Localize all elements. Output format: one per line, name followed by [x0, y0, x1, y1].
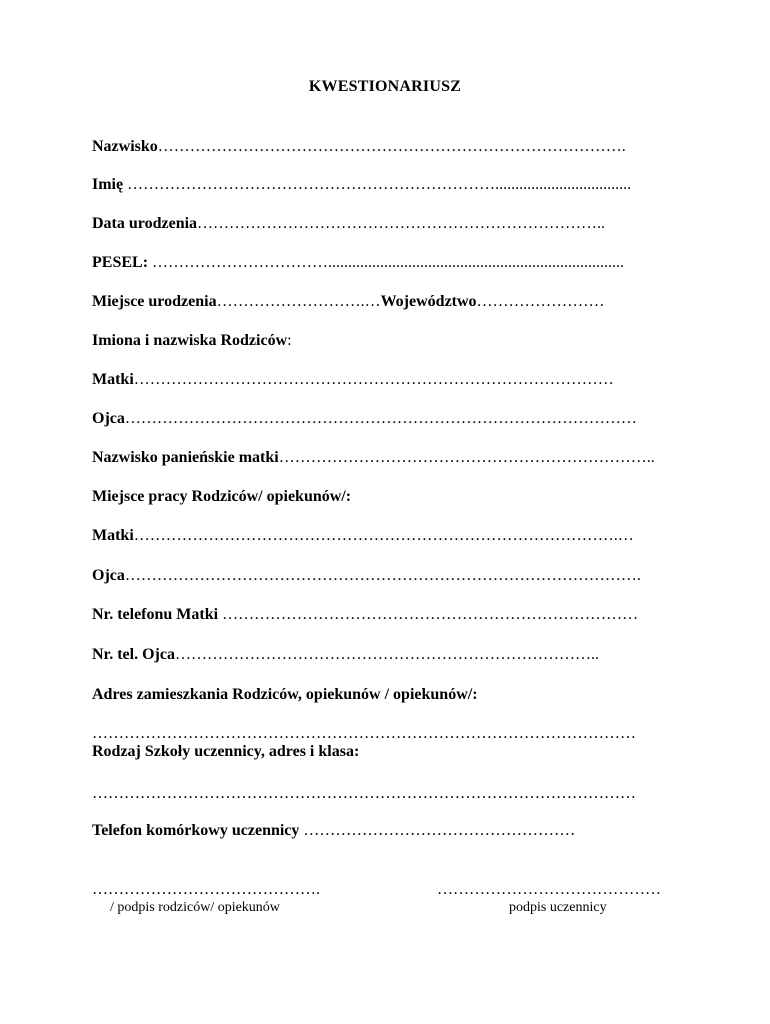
section-heading: Miejsce pracy Rodziców/ opiekunów/:: [92, 488, 352, 505]
field-nr-tel-ojca: [92, 645, 599, 665]
field-ojca-imie: [92, 409, 637, 429]
field-matki-praca: [92, 526, 634, 546]
fill-dots: ……………………………………………………………..: [278, 449, 655, 466]
section-miejsce-pracy: [92, 487, 351, 507]
section-heading: Imiona i nazwiska Rodziców: [92, 332, 288, 349]
fill-dots: ……………………………………………………………………………………: [124, 410, 637, 427]
field-nr-tel-matki: [92, 605, 638, 625]
fill-dots: …………………………………………………………………………………….: [124, 567, 641, 584]
fill-dots: ……………………………………………………………………..: [174, 646, 599, 663]
fill-dots: ……………………………………………………………..................................: [123, 176, 632, 193]
section-adres: [92, 685, 478, 705]
field-label: Ojca: [92, 410, 125, 427]
field-nazwisko: [92, 137, 626, 157]
field-label: Nazwisko: [92, 138, 158, 155]
fill-dots: …………………………………………………………………………………………: [92, 725, 636, 742]
signature-parents-line: …………………………………….: [92, 881, 320, 898]
field-data-urodzenia: [92, 214, 605, 234]
field-label: Nr. tel. Ojca: [92, 646, 175, 663]
field-label-wojewodztwo: Województwo: [380, 293, 477, 310]
field-matki-imie: [92, 370, 614, 390]
field-nazwisko-panienskie: [92, 448, 655, 468]
fill-dots: ……………………………………………………………………………….…: [133, 527, 634, 544]
field-telefon-uczennicy: [92, 821, 575, 841]
page-title: KWESTIONARIUSZ: [308, 78, 462, 95]
field-label: Imię: [92, 176, 124, 193]
signature-student-caption: podpis uczennicy: [509, 900, 607, 915]
field-label: Matki: [92, 371, 134, 388]
fill-dots: ……………………………………………: [299, 822, 576, 839]
signature-student-line: ……………………………………: [437, 881, 661, 898]
section-heading: Adres zamieszkania Rodziców, opiekunów / opiekunów/:: [92, 686, 478, 703]
fill-dots: ……………………………..........................................................................: [148, 254, 625, 271]
fill-dots: ……………………………………………………………………: [218, 606, 639, 623]
fill-dots: …………………………………………………………………..: [197, 215, 606, 232]
fill-dots: ……………………: [476, 293, 605, 310]
field-pesel: [92, 253, 624, 273]
field-label: Miejsce urodzenia: [92, 293, 217, 310]
field-label: Telefon komórkowy uczennicy: [92, 822, 300, 839]
fill-dots: …………………………………………………………………………….: [157, 138, 626, 155]
field-imie: [92, 175, 631, 195]
section-imiona-rodzicow: [92, 331, 292, 351]
section-rodzaj-szkoly: [92, 742, 359, 762]
heading-suffix: :: [287, 332, 292, 349]
signature-parents-caption: / podpis rodziców/ opiekunów: [110, 900, 280, 915]
field-label: Nr. telefonu Matki: [92, 606, 219, 623]
field-szkola-fill: [92, 784, 636, 804]
fill-dots: ………………………………………………………………………………: [133, 371, 614, 388]
field-label: Data urodzenia: [92, 215, 198, 232]
section-heading: Rodzaj Szkoły uczennicy, adres i klasa:: [92, 743, 360, 760]
field-label: PESEL:: [92, 254, 149, 271]
fill-dots: …………………………………………………………………………………………: [92, 785, 636, 802]
field-label: Nazwisko panieńskie matki: [92, 449, 279, 466]
field-label: Matki: [92, 527, 134, 544]
field-miejsce-urodzenia: [92, 292, 605, 312]
fill-dots: ……………………….…: [216, 293, 381, 310]
field-label: Ojca: [92, 567, 125, 584]
field-adres-fill: [92, 724, 636, 744]
field-ojca-praca: [92, 566, 641, 586]
